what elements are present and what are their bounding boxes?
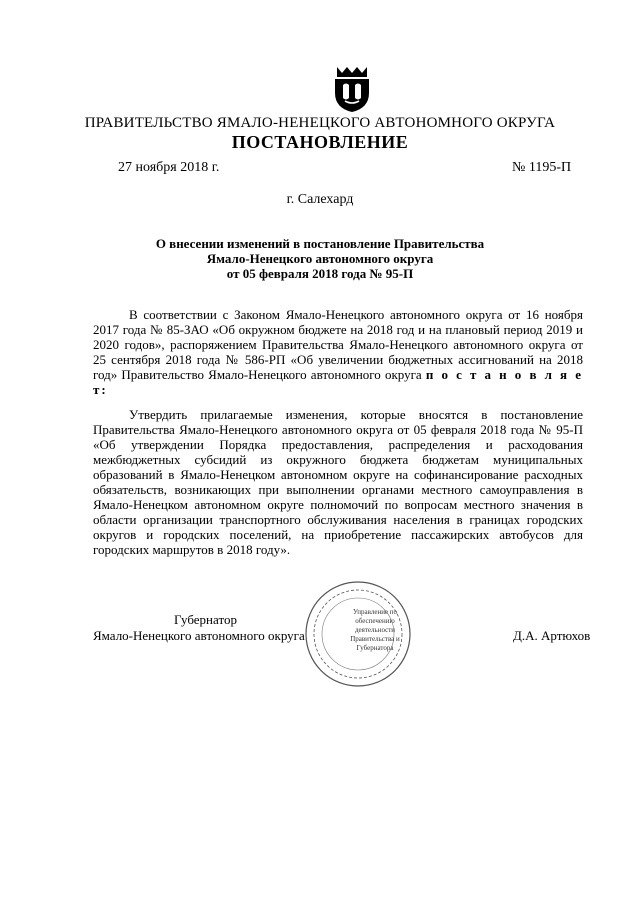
title-line-1: О внесении изменений в постановление Правительства: [155, 236, 485, 251]
seal-text: Управление по обеспечению деятельности Правительства и Губернатора: [350, 608, 400, 652]
government-name: ПРАВИТЕЛЬСТВО ЯМАЛО-НЕНЕЦКОГО АВТОНОМНОГО ОКРУГА: [84, 115, 556, 131]
document-type: ПОСТАНОВЛЕНИЕ: [231, 132, 409, 152]
body-paragraph-1: [93, 307, 583, 397]
resolves-phrase: п о с т а н о в л я е т:: [93, 367, 583, 397]
document-city: г. Салехард: [286, 192, 354, 207]
body-paragraph-2: Утвердить прилагаемые изменения, которые вносятся в постановление Правительства Ямало-Ненецкого автономного округа от 05 февраля 2018 года № 95-П «Об утверждении Порядка предоставления, распределения и расходования межбюджетных субсидий из окружного бюджета бюджетам муниципальных образований в Ямало-Ненецком автономном округе на софинансирование расходных обязательств, возникающих при выполнении органами местного самоуправления в Ямало-Ненецком автономном округе полномочий по вопросам местного значения в области организации транспортного обслуживания населения в границах городских округов и городских поселений, на приобретение пассажирских автобусов для городских маршрутов в 2018 году».: [93, 407, 583, 557]
title-line-2: Ямало-Ненецкого автономного округа: [206, 251, 434, 266]
signer-title-line-1: Губернатор: [174, 612, 237, 627]
signer-name: Д.А. Артюхов: [513, 628, 591, 643]
paragraph-1-text: В соответствии с Законом Ямало-Ненецкого автономного округа от 16 ноября 2017 года № 85-ЗАО «Об окружном бюджете на 2018 год и на плановый период 2019 и 2020 годов», распоряжением Правительства Ямало-Ненецкого автономного округа от 25 сентября 2018 года № 586-РП «Об увеличении бюджетных ассигнований на 2018 год» Правительство Ямало-Ненецкого автономного округа: [93, 307, 583, 382]
title-line-3: от 05 февраля 2018 года № 95-П: [226, 266, 414, 281]
document-number: № 1195-П: [512, 160, 572, 175]
document-title: [0, 236, 640, 281]
signer-title-line-2: Ямало-Ненецкого автономного округа: [93, 628, 305, 643]
document-date: 27 ноября 2018 г.: [118, 160, 220, 175]
yanao-coat-of-arms-icon: [329, 63, 375, 113]
